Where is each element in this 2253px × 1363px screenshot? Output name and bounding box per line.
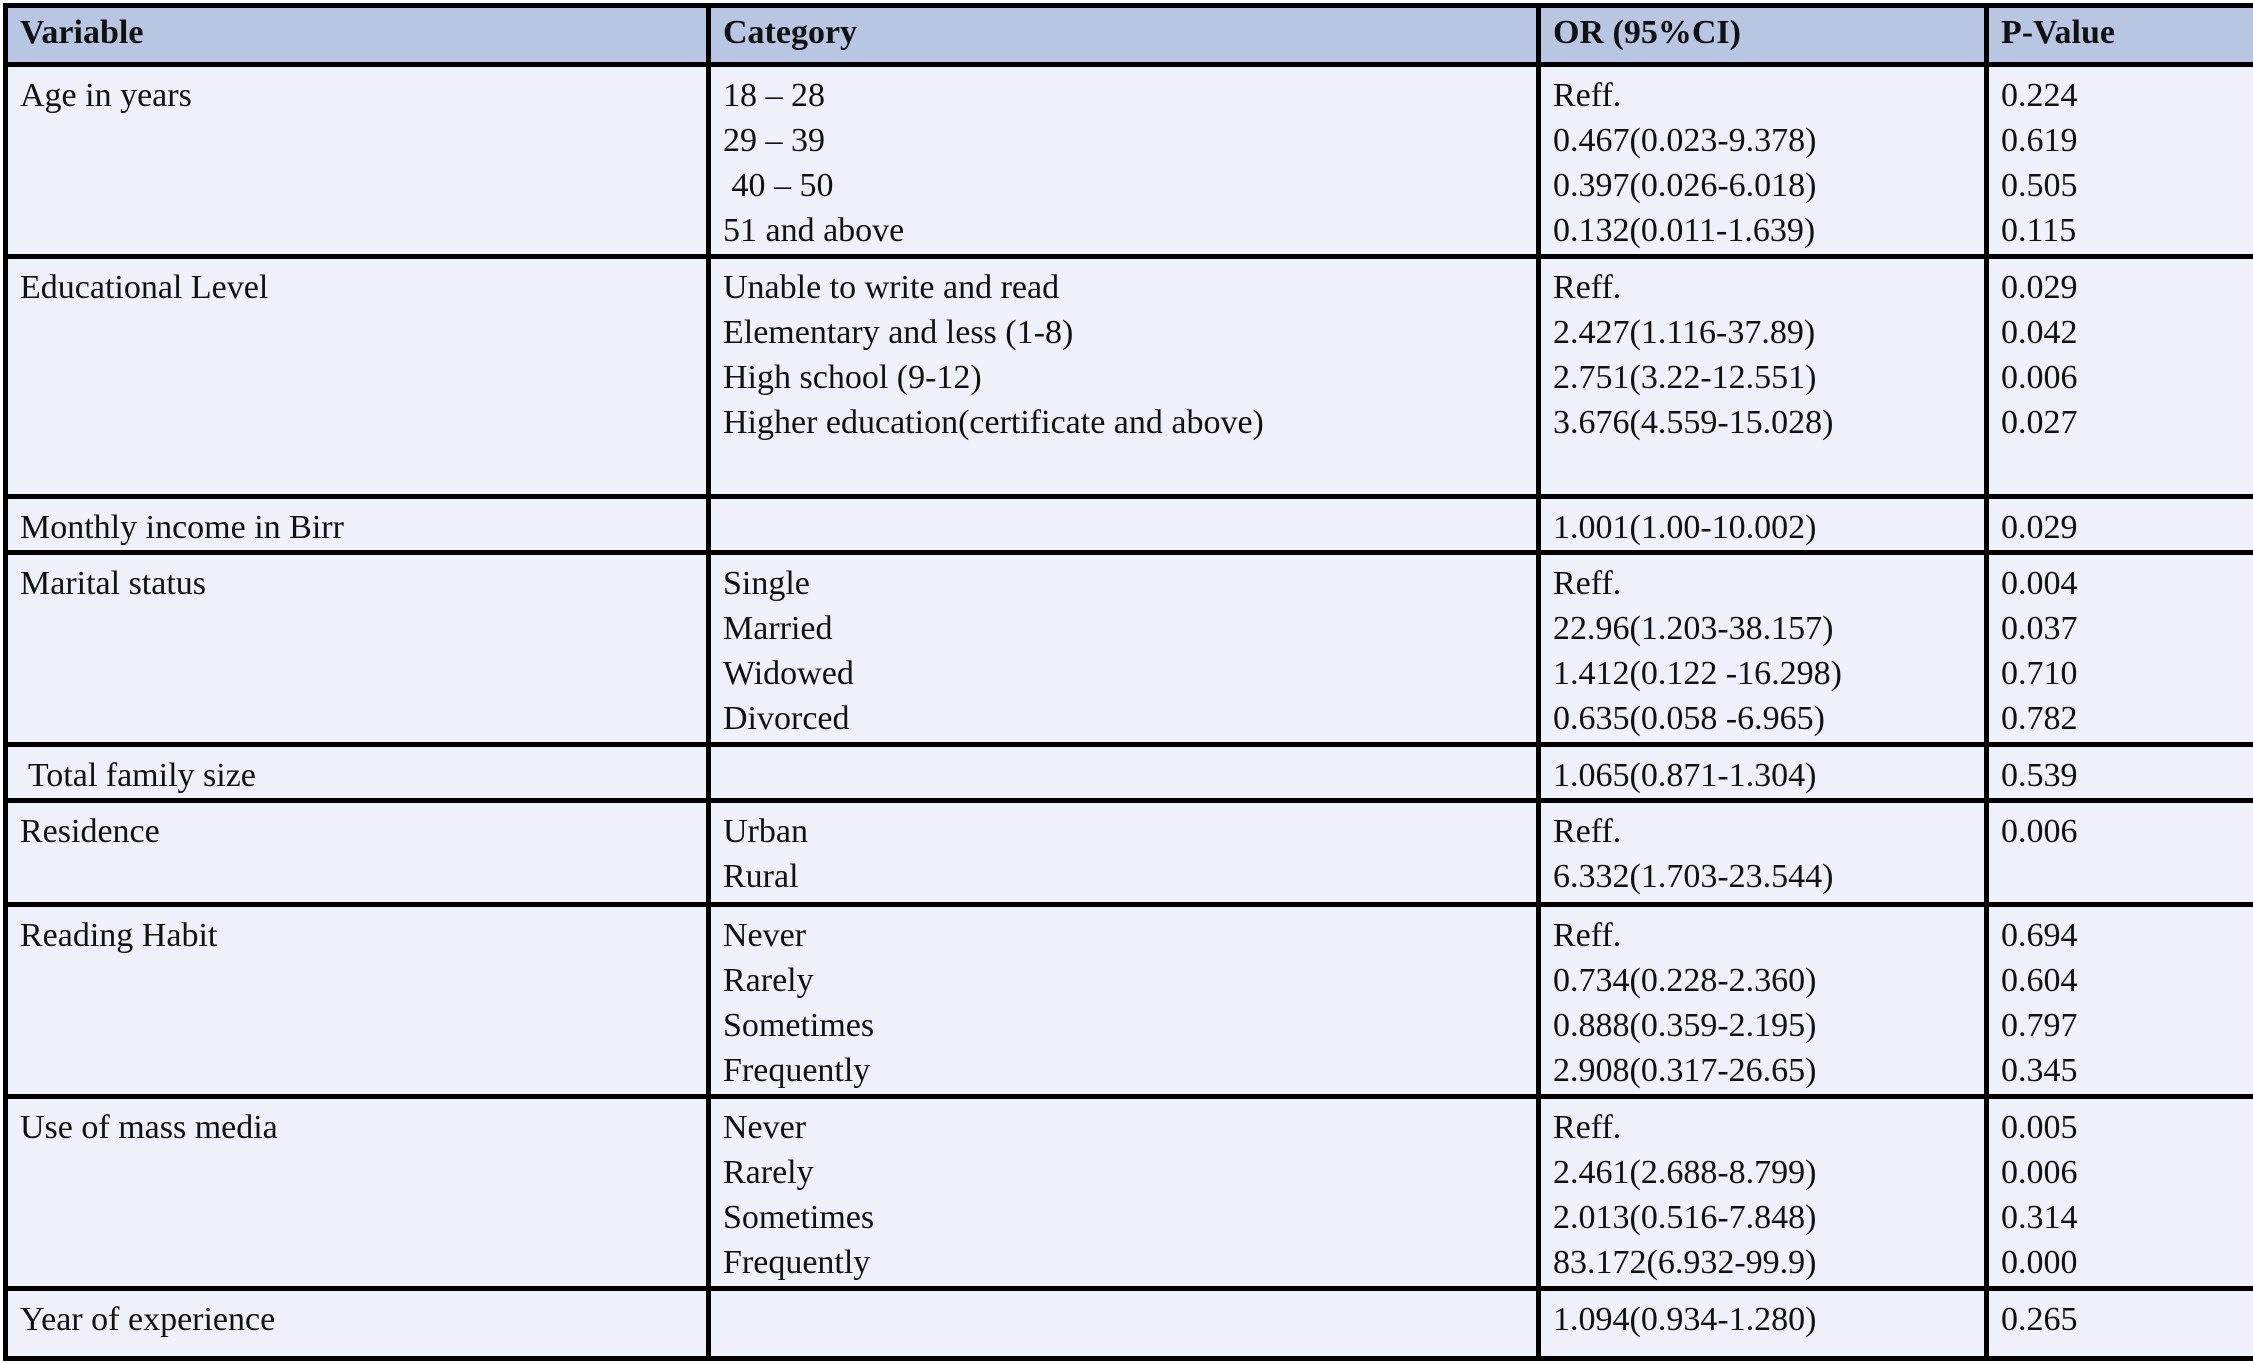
p-value-cell: [1987, 745, 2253, 801]
p-value-cell: [1987, 905, 2253, 1097]
or-cell: [1539, 801, 1987, 905]
or-cell: [1539, 745, 1987, 801]
table-row: [6, 1289, 2253, 1359]
variable-cell: [6, 553, 709, 745]
header-category: Category: [709, 6, 1539, 65]
or-cell: [1539, 65, 1987, 257]
or-cell: [1539, 1289, 1987, 1359]
or-values: Reff. 2.461(2.688-8.799) 2.013(0.516-7.848) 83.172(6.932-99.9): [1553, 1109, 1817, 1281]
variable-label: Age in years: [20, 77, 192, 114]
category-cell: [709, 257, 1539, 497]
variable-cell: [6, 905, 709, 1097]
category-values: Never Rarely Sometimes Frequently: [723, 1109, 875, 1281]
category-cell: [709, 497, 1539, 553]
p-value-cell: [1987, 497, 2253, 553]
p-values: 0.029: [2001, 509, 2078, 546]
header-or-ci: OR (95%CI): [1539, 6, 1987, 65]
or-values: Reff. 0.734(0.228-2.360) 0.888(0.359-2.195) 2.908(0.317-26.65): [1553, 917, 1817, 1089]
or-values: 1.001(1.00-10.002): [1553, 509, 1817, 546]
table-row: [6, 905, 2253, 1097]
or-cell: [1539, 1097, 1987, 1289]
variable-label: Educational Level: [20, 269, 269, 306]
table-row: [6, 1097, 2253, 1289]
p-value-cell: [1987, 65, 2253, 257]
table-row: [6, 745, 2253, 801]
p-values: 0.265: [2001, 1301, 2078, 1338]
p-value-cell: [1987, 553, 2253, 745]
category-cell: [709, 905, 1539, 1097]
table-row: [6, 801, 2253, 905]
category-cell: [709, 65, 1539, 257]
category-cell: [709, 745, 1539, 801]
or-cell: [1539, 497, 1987, 553]
category-cell: [709, 1289, 1539, 1359]
variable-label: Monthly income in Birr: [20, 509, 344, 546]
table-body: [6, 65, 2253, 1359]
p-values: 0.224 0.619 0.505 0.115: [2001, 77, 2078, 249]
p-values: 0.539: [2001, 757, 2078, 794]
variable-label: Use of mass media: [20, 1109, 278, 1146]
or-values: Reff. 0.467(0.023-9.378) 0.397(0.026-6.018) 0.132(0.011-1.639): [1553, 77, 1817, 249]
logistic-regression-table: [3, 3, 2253, 1361]
category-values: Single Married Widowed Divorced: [723, 565, 854, 737]
category-values: 18 – 28 29 – 39 40 – 50 51 and above: [723, 77, 905, 249]
variable-cell: [6, 497, 709, 553]
p-values: 0.005 0.006 0.314 0.000: [2001, 1109, 2078, 1281]
header-row: [6, 6, 2253, 65]
category-cell: [709, 1097, 1539, 1289]
table-row: [6, 65, 2253, 257]
p-value-cell: [1987, 1289, 2253, 1359]
variable-label: Residence: [20, 813, 160, 850]
category-values: Never Rarely Sometimes Frequently: [723, 917, 875, 1089]
table-row: [6, 497, 2253, 553]
header-p-value: P-Value: [1987, 6, 2253, 65]
or-cell: [1539, 257, 1987, 497]
variable-label: Total family size: [20, 757, 256, 794]
table-row: [6, 257, 2253, 497]
variable-label: Reading Habit: [20, 917, 218, 954]
or-values: Reff. 6.332(1.703-23.544): [1553, 813, 1834, 895]
p-value-cell: [1987, 257, 2253, 497]
variable-cell: [6, 801, 709, 905]
table-header: [6, 6, 2253, 65]
or-values: Reff. 2.427(1.116-37.89) 2.751(3.22-12.551) 3.676(4.559-15.028): [1553, 269, 1834, 441]
variable-cell: [6, 65, 709, 257]
header-variable: Variable: [6, 6, 709, 65]
variable-cell: [6, 745, 709, 801]
category-values: Urban Rural: [723, 813, 808, 895]
variable-label: Year of experience: [20, 1301, 276, 1338]
p-values: 0.004 0.037 0.710 0.782: [2001, 565, 2078, 737]
p-value-cell: [1987, 801, 2253, 905]
or-values: Reff. 22.96(1.203-38.157) 1.412(0.122 -16.298) 0.635(0.058 -6.965): [1553, 565, 1842, 737]
category-cell: [709, 801, 1539, 905]
variable-cell: [6, 1097, 709, 1289]
or-cell: [1539, 905, 1987, 1097]
variable-label: Marital status: [20, 565, 207, 602]
variable-cell: [6, 257, 709, 497]
p-values: 0.006: [2001, 813, 2078, 850]
p-values: 0.694 0.604 0.797 0.345: [2001, 917, 2078, 1089]
category-values: Unable to write and read Elementary and less (1-8) High school (9-12) Higher education(certificate and above): [723, 269, 1264, 441]
table-row: [6, 553, 2253, 745]
p-values: 0.029 0.042 0.006 0.027: [2001, 269, 2078, 441]
category-cell: [709, 553, 1539, 745]
variable-cell: [6, 1289, 709, 1359]
p-value-cell: [1987, 1097, 2253, 1289]
or-values: 1.094(0.934-1.280): [1553, 1301, 1817, 1338]
or-cell: [1539, 553, 1987, 745]
or-values: 1.065(0.871-1.304): [1553, 757, 1817, 794]
